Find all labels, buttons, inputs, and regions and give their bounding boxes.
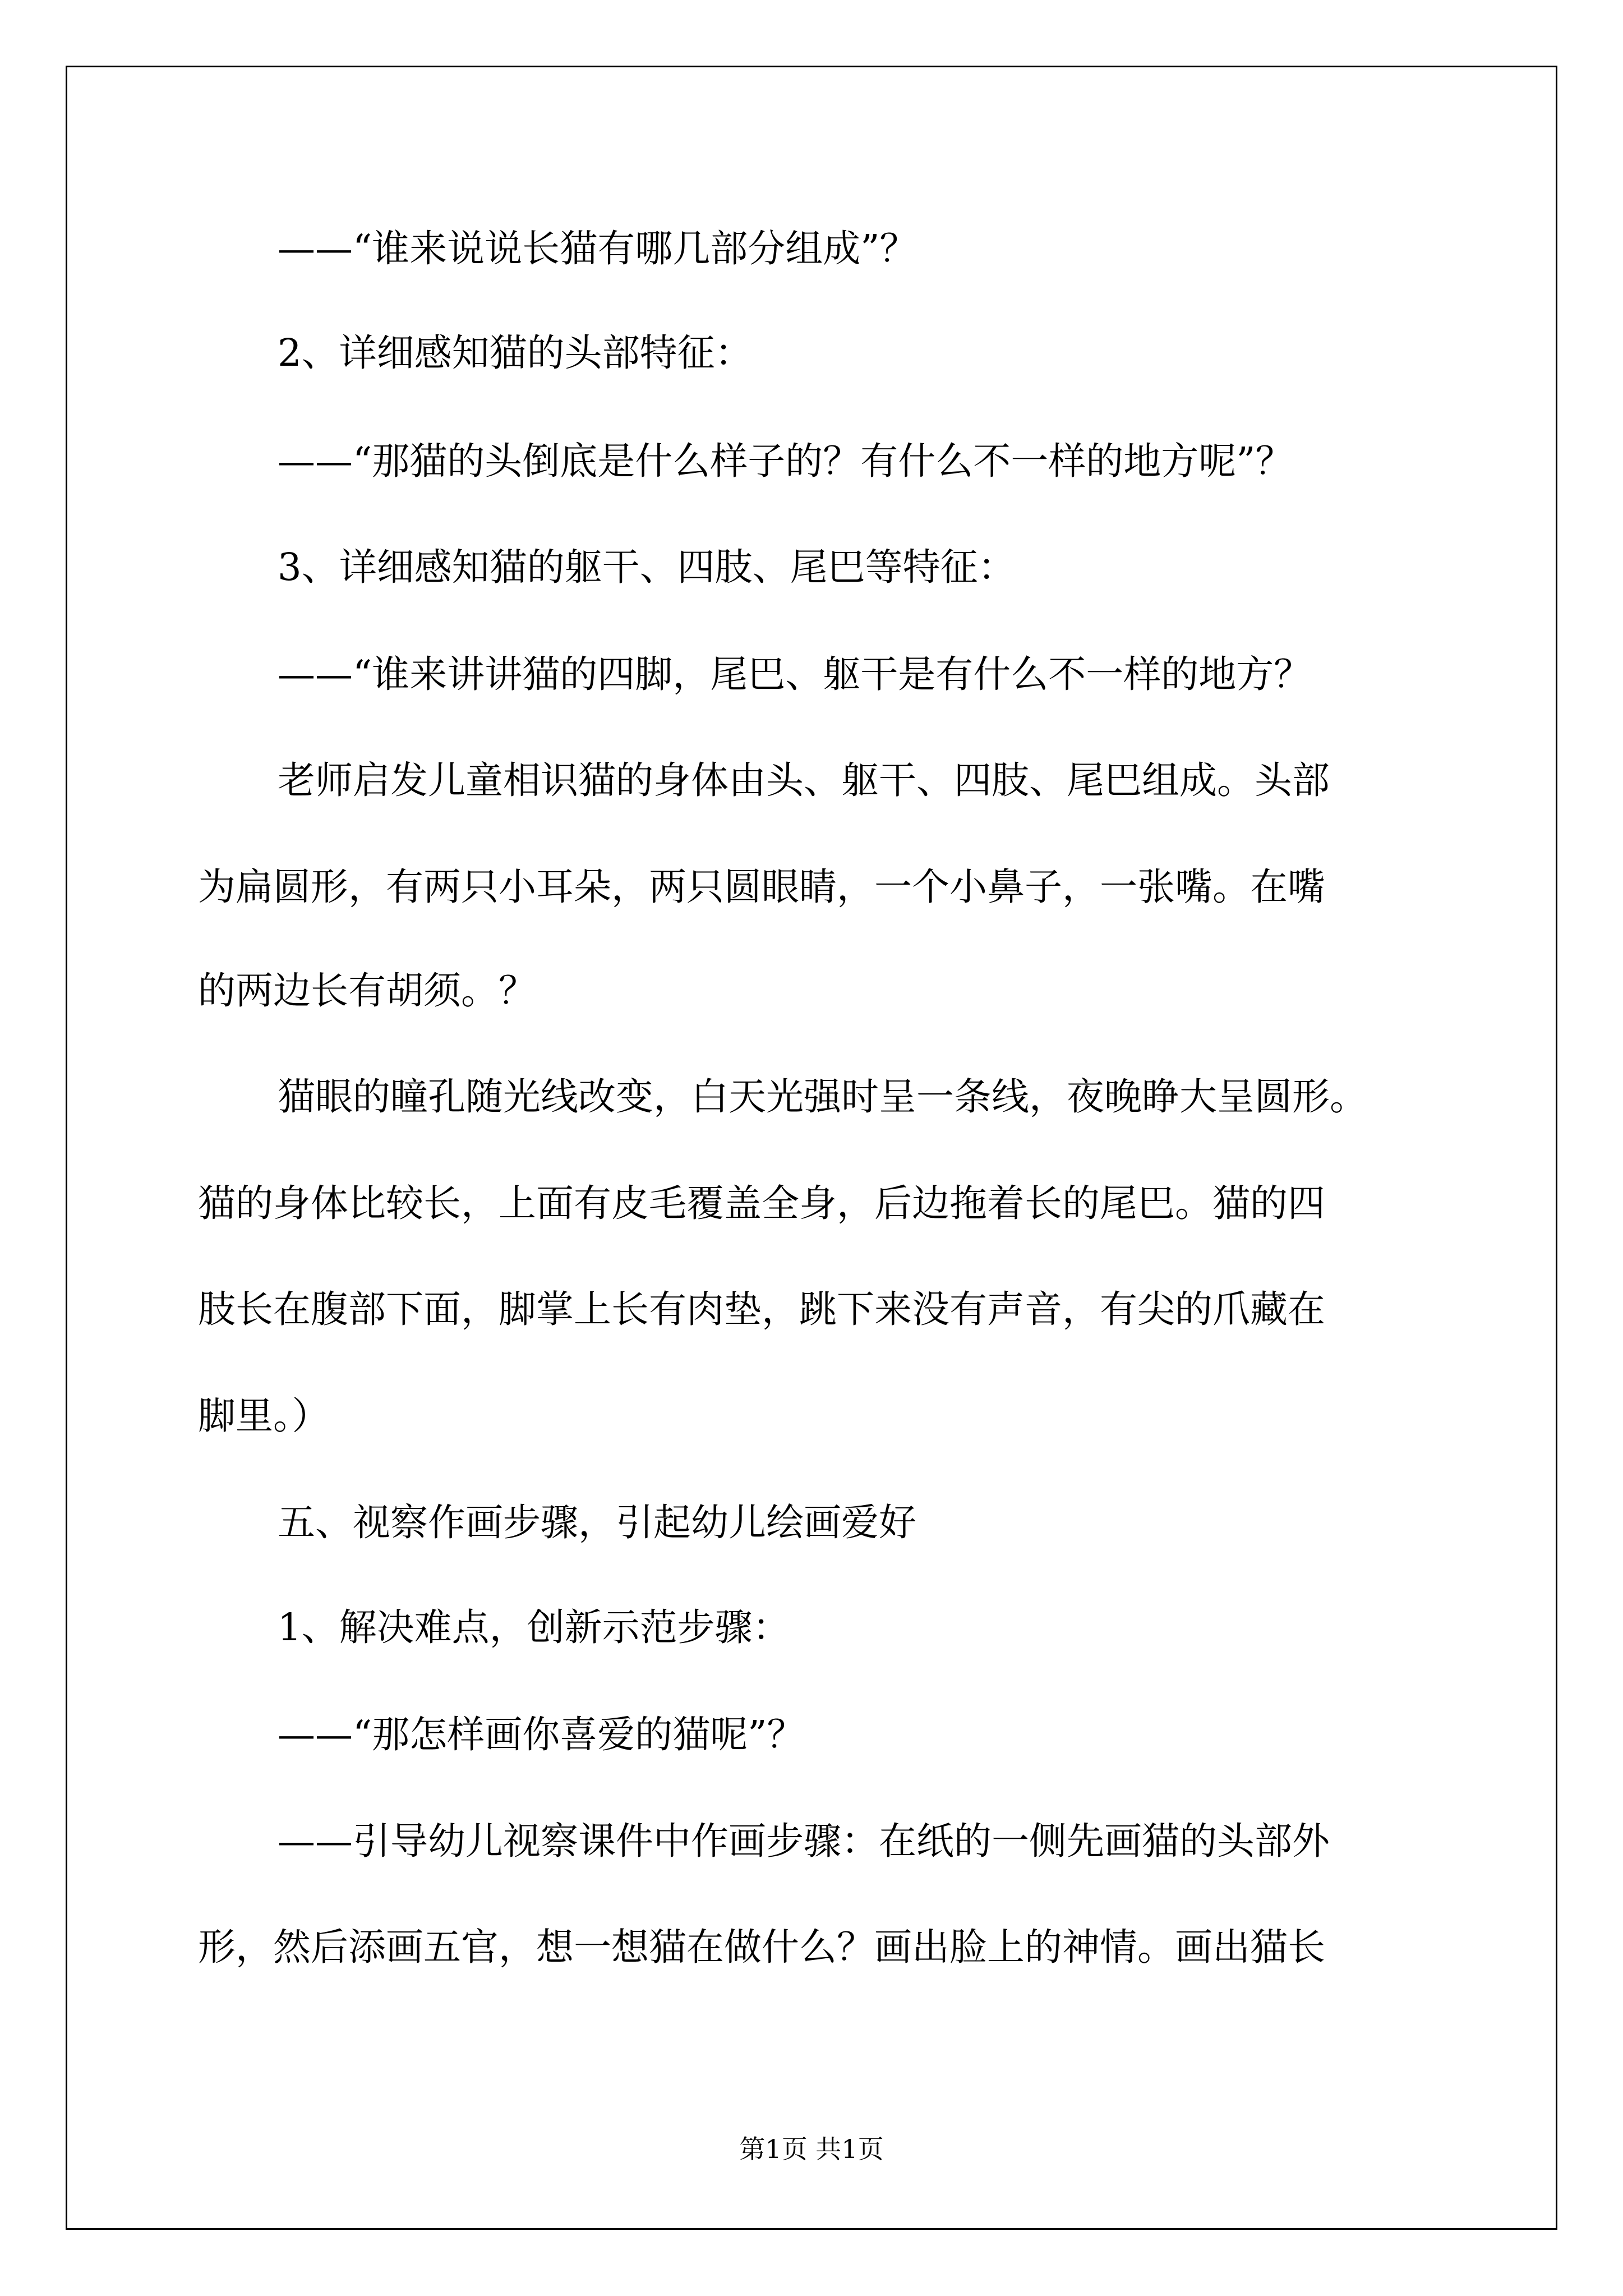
- text-line-16: ——引导幼儿视察课件中作画步骤：在纸的一侧先画猫的头部外: [278, 1819, 1330, 1863]
- text-line-13: 五、视察作画步骤，引起幼儿绘画爱好: [278, 1501, 916, 1544]
- text-line-17: 形，然后添画五官，想一想猫在做什么？画出脸上的神情。画出猫长: [198, 1925, 1325, 1969]
- text-line-3: ——“那猫的头倒底是什么样子的？有什么不一样的地方呢”？: [278, 439, 1293, 483]
- text-line-5: ——“谁来讲讲猫的四脚，尾巴、躯干是有什么不一样的地方？: [278, 652, 1312, 696]
- text-line-11: 肢长在腹部下面，脚掌上长有肉垫，跳下来没有声音，有尖的爪藏在: [198, 1287, 1325, 1331]
- text-line-1: ——“谁来说说长猫有哪几部分组成”？: [278, 227, 917, 270]
- text-line-9: 猫眼的瞳孔随光线改变，白天光强时呈一条线，夜晚睁大呈圆形。: [278, 1075, 1367, 1119]
- text-line-4: 3、详细感知猫的躯干、四肢、尾巴等特征：: [278, 545, 1016, 589]
- text-line-12: 脚里。）: [198, 1394, 330, 1438]
- page-border: [66, 66, 1557, 2230]
- text-line-15: ——“那怎样画你喜爱的猫呢”？: [278, 1713, 805, 1756]
- text-line-2: 2、详细感知猫的头部特征：: [278, 331, 753, 375]
- text-line-14: 1、解决难点，创新示范步骤：: [278, 1605, 790, 1649]
- text-line-8: 的两边长有胡须。？: [198, 969, 536, 1013]
- page-footer: 第1页 共1页: [739, 2134, 884, 2164]
- text-line-6: 老师启发儿童相识猫的身体由头、躯干、四肢、尾巴组成。头部: [278, 758, 1330, 802]
- text-line-10: 猫的身体比较长，上面有皮毛覆盖全身，后边拖着长的尾巴。猫的四: [198, 1181, 1325, 1225]
- text-line-7: 为扁圆形，有两只小耳朵，两只圆眼睛，一个小鼻子，一张嘴。在嘴: [198, 865, 1325, 909]
